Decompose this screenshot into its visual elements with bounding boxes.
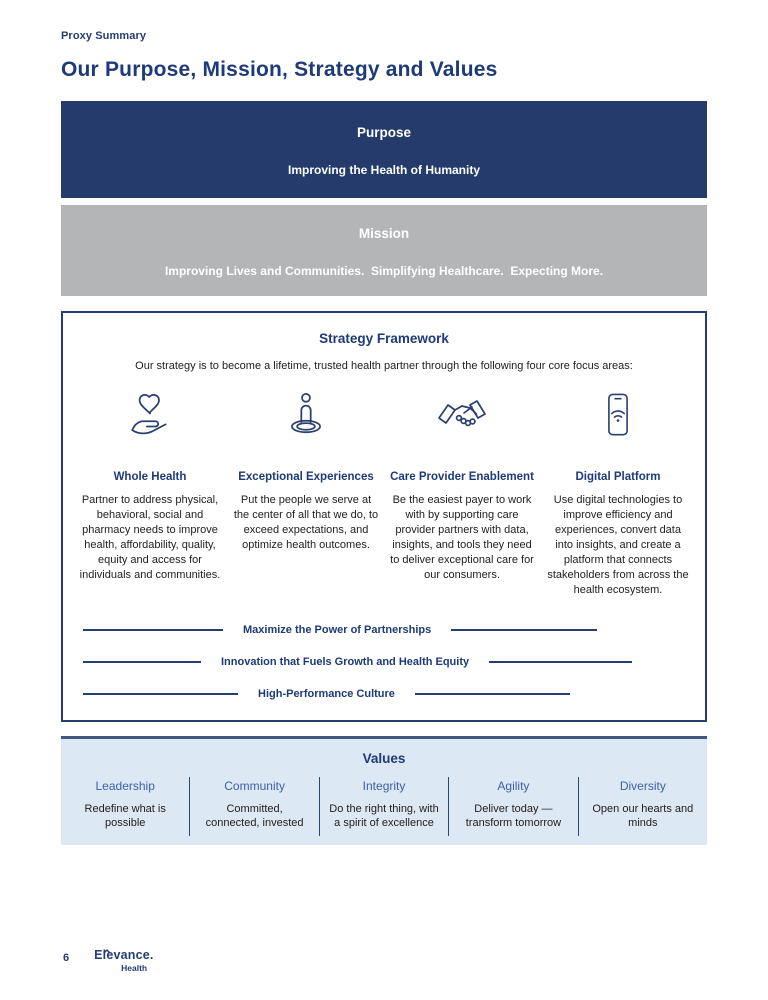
pillar-digital-platform — [545, 388, 691, 598]
value-text: Open our hearts and minds — [592, 803, 694, 829]
pillar-text: Partner to address physical, behavioral, social and pharmacy needs to improve health, affordability, quality, equity and access for individuals and communities. — [79, 494, 221, 581]
divider — [415, 693, 570, 695]
smartphone-wifi-icon — [545, 388, 691, 442]
logo-caret-icon — [103, 944, 111, 957]
pillar-text: Use digital technologies to improve efficiency and experiences, convert data into insights, and create a platform that connects stakeholders from across the health ecosystem. — [547, 494, 689, 596]
values-panel — [61, 736, 707, 845]
value-agility — [449, 777, 578, 836]
value-text: Committed, connected, invested — [205, 803, 304, 829]
purpose-heading: Purpose — [356, 125, 411, 140]
person-ripple-icon — [233, 388, 379, 442]
strategy-intro: Our strategy is to become a lifetime, trusted health partner through the following four core focus areas: — [135, 360, 633, 372]
value-text: Redefine what is possible — [84, 803, 166, 829]
value-title: Community — [224, 779, 285, 793]
elevance-health-logo — [94, 947, 153, 973]
value-text: Deliver today — transform tomorrow — [465, 803, 562, 829]
pillar-title: Digital Platform — [575, 471, 661, 483]
logo-wordmark — [94, 949, 153, 962]
theme-row — [83, 688, 693, 700]
divider — [83, 693, 238, 695]
theme-label: Maximize the Power of Partnerships — [243, 624, 432, 636]
divider — [451, 629, 597, 631]
pillar-text: Put the people we serve at the center of all that we do, to exceed expectations, and optimize health outcomes. — [233, 494, 379, 551]
theme-row — [83, 656, 693, 668]
value-integrity — [320, 777, 449, 836]
breadcrumb: Proxy Summary — [61, 30, 147, 42]
divider — [83, 661, 201, 663]
values-heading: Values — [362, 751, 406, 766]
page-number: 6 — [63, 951, 70, 964]
value-community — [190, 777, 319, 836]
page-footer — [63, 947, 154, 973]
pillar-care-provider-enablement — [389, 388, 535, 598]
logo-text: Elevance. — [94, 947, 154, 962]
strategy-framework-panel — [61, 311, 707, 722]
divider — [489, 661, 632, 663]
pillar-title: Care Provider Enablement — [390, 471, 534, 483]
strategy-pillars — [75, 388, 693, 598]
hand-heart-icon — [77, 388, 223, 442]
pillar-title: Whole Health — [113, 471, 187, 483]
purpose-banner — [61, 101, 707, 198]
strategy-heading: Strategy Framework — [319, 331, 449, 346]
value-title: Diversity — [619, 779, 666, 793]
theme-row — [83, 624, 693, 636]
mission-heading: Mission — [358, 226, 410, 241]
pillar-exceptional-experiences — [233, 388, 379, 598]
pillar-text: Be the easiest payer to work with by supporting care provider partners with data, insights, and tools they need to deliver exceptional care for our consumers. — [390, 494, 534, 581]
purpose-text: Improving the Health of Humanity — [287, 163, 480, 177]
pillar-whole-health — [77, 388, 223, 598]
mission-banner — [61, 205, 707, 296]
divider — [83, 629, 223, 631]
theme-label: Innovation that Fuels Growth and Health Equity — [221, 656, 470, 668]
mission-text: Improving Lives and Communities. Simplifying Healthcare. Expecting More. — [164, 264, 604, 278]
value-leadership — [61, 777, 190, 836]
theme-label: High-Performance Culture — [258, 688, 395, 700]
value-title: Agility — [497, 779, 530, 793]
handshake-icon — [389, 388, 535, 442]
values-items — [61, 777, 707, 836]
value-title: Leadership — [95, 779, 155, 793]
value-title: Integrity — [362, 779, 406, 793]
pillar-title: Exceptional Experiences — [238, 471, 374, 483]
page-title: Our Purpose, Mission, Strategy and Values — [61, 58, 498, 81]
value-text: Do the right thing, with a spirit of excellence — [329, 803, 439, 829]
value-diversity — [579, 777, 707, 836]
logo-subtext: Health — [121, 962, 148, 973]
strategy-themes — [75, 624, 693, 700]
